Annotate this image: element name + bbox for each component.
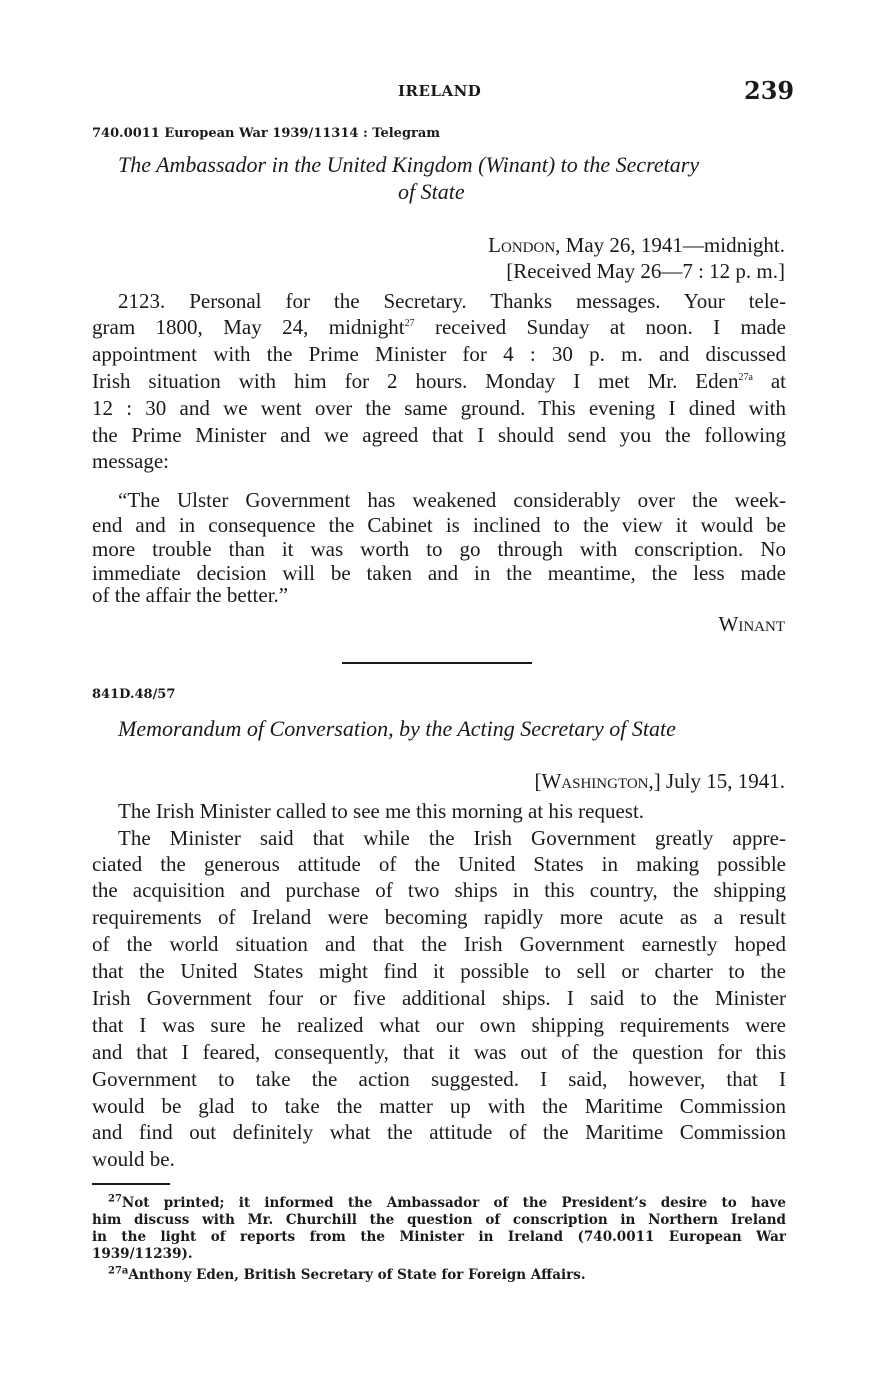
paragraph-line: the Prime Minister and we agreed that I should send you the following (92, 423, 786, 447)
footnote-line: him discuss with Mr. Churchill the question of conscription in Northern Ireland (92, 1212, 786, 1228)
document-heading: The Ambassador in the United Kingdom (Winant) to the Secretary (118, 152, 700, 177)
quote-line: end and in consequence the Cabinet is inclined to the view it would be (92, 513, 786, 537)
footnote-divider (92, 1183, 170, 1185)
document-heading: Memorandum of Conversation, by the Acting Secretary of State (118, 716, 676, 741)
footnote-marker: 27a (108, 1265, 129, 1277)
paragraph-line: would be glad to take the matter up with the Maritime Commission (92, 1094, 786, 1118)
paragraph-line: the acquisition and purchase of two ships in this country, the shipping (92, 878, 786, 902)
paragraph-line: 2123. Personal for the Secretary. Thanks messages. Your tele- (118, 289, 786, 313)
footnote-marker: 27 (108, 1193, 122, 1205)
received-line: [Received May 26—7 : 12 p. m.] (506, 259, 785, 283)
page-number: 239 (744, 76, 795, 105)
signature: Winant (718, 612, 785, 636)
quote-line: “The Ulster Government has weakened considerably over the week- (118, 488, 786, 512)
paragraph-line: requirements of Ireland were becoming rapidly more acute as a result (92, 905, 786, 929)
paragraph-line: The Minister said that while the Irish Government greatly appre- (118, 826, 786, 850)
paragraph-line: appointment with the Prime Minister for 4 : 30 p. m. and discussed (92, 342, 786, 366)
paragraph-line: Irish Government four or five additional ships. I said to the Minister (92, 986, 786, 1010)
dateline-place: Washington (541, 769, 649, 793)
running-header-title: IRELAND (398, 82, 482, 100)
quote-line: more trouble than it was worth to go through with conscription. No (92, 537, 786, 561)
quote-line: immediate decision will be taken and in the meantime, the less made (92, 561, 786, 585)
paragraph-line: Irish situation with him for 2 hours. Monday I met Mr. Eden$^{27a}$ at (92, 369, 787, 393)
paragraph-line: ciated the generous attitude of the United States in making possible (92, 852, 786, 876)
file-reference: 841D.48/57 (92, 687, 176, 702)
footnote-27: $^{27}$Not printed; it informed the Ambassador of the President’s desire to have (108, 1193, 786, 1211)
footnote-27a: $^{27a}$Anthony Eden, British Secretary of State for Foreign Affairs. (108, 1265, 586, 1283)
paragraph-line: and find out definitely what the attitude of the Maritime Commission (92, 1120, 786, 1144)
paragraph-line: gram 1800, May 24, midnight$^{27}$ received Sunday at noon. I made (92, 315, 786, 339)
quote-line: of the affair the better.” (92, 583, 289, 607)
dateline: [Washington,] July 15, 1941. (534, 769, 785, 793)
document-heading-continued: of State (398, 179, 465, 204)
dateline (488, 233, 785, 258)
dateline-date: ,] July 15, 1941. (648, 769, 785, 793)
footnote-line: 1939/11239). (92, 1246, 193, 1262)
footnote-ref-27a: 27a (738, 372, 753, 383)
dateline-place: London (488, 233, 556, 257)
paragraph-line: The Irish Minister called to see me this morning at his request. (118, 799, 645, 823)
paragraph-line: Government to take the action suggested. I said, however, that I (92, 1067, 786, 1091)
footnote-ref-27: 27 (404, 318, 415, 329)
paragraph-line: would be. (92, 1147, 175, 1171)
dateline-date: , May 26, 1941—midnight. (555, 233, 785, 257)
paragraph-line: of the world situation and that the Irish Government earnestly hoped (92, 932, 786, 956)
paragraph-line: that I was sure he realized what our own shipping requirements were (92, 1013, 786, 1037)
paragraph-line: that the United States might find it possible to sell or charter to the (92, 959, 786, 983)
paragraph-line: 12 : 30 and we went over the same ground. This evening I dined with (92, 396, 786, 420)
file-reference: 740.0011 European War 1939/11314 : Telegram (92, 126, 441, 141)
paragraph-line: message: (92, 449, 169, 473)
section-divider (342, 662, 532, 664)
paragraph-line: and that I feared, consequently, that it was out of the question for this (92, 1040, 786, 1064)
footnote-line: in the light of reports from the Minister in Ireland (740.0011 European War (92, 1229, 786, 1245)
